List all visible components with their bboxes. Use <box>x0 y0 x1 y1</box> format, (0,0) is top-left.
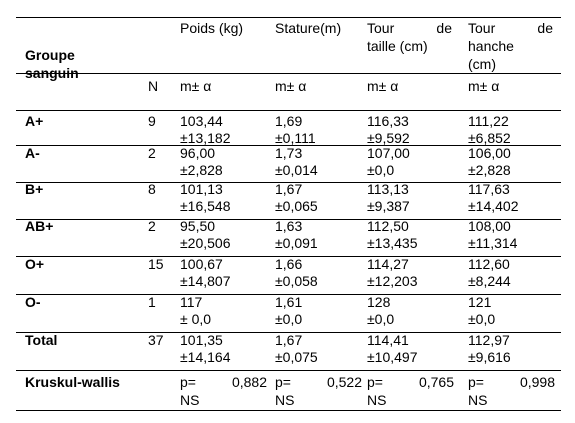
table-rule <box>16 410 561 411</box>
row-sd: ±2,828 <box>468 162 511 178</box>
row-group-label: B+ <box>25 181 44 197</box>
kruskal-ns: NS <box>275 392 295 408</box>
row-mean: 1,73 <box>275 145 303 161</box>
header-col-line2: hanche <box>468 38 514 54</box>
row-mean: 1,67 <box>275 181 303 197</box>
row-sd: ±0,0 <box>468 311 496 327</box>
kruskal-p-label: p= <box>367 374 383 390</box>
row-group-label: AB+ <box>25 218 54 234</box>
row-n: 8 <box>148 181 156 197</box>
row-mean: 1,69 <box>275 113 303 129</box>
row-n: 2 <box>148 218 156 234</box>
row-mean: 116,33 <box>367 113 409 129</box>
row-sd: ±10,497 <box>367 349 418 365</box>
row-mean: 111,22 <box>468 113 509 129</box>
kruskal-ns: NS <box>180 392 200 408</box>
row-n: 9 <box>148 113 156 129</box>
row-mean: 121 <box>468 294 492 310</box>
row-sd: ±14,807 <box>180 273 231 289</box>
kruskal-p-number: 0,998 <box>519 374 555 390</box>
row-sd: ±16,548 <box>180 198 231 214</box>
row-mean: 128 <box>367 294 391 310</box>
row-sd: ±6,852 <box>468 130 511 146</box>
row-n: 37 <box>148 332 164 348</box>
row-sd: ±12,203 <box>367 273 418 289</box>
table-rule <box>16 17 561 18</box>
row-group-label: O- <box>25 294 41 310</box>
kruskal-label: Kruskul-wallis <box>25 374 120 390</box>
row-mean: 117 <box>180 294 203 310</box>
row-mean: 107,00 <box>367 145 410 161</box>
row-mean: 101,13 <box>180 181 223 197</box>
row-n: 15 <box>148 256 164 272</box>
kruskal-p-label: p= <box>468 374 484 390</box>
row-sd: ±20,506 <box>180 235 231 251</box>
row-sd: ±0,0 <box>367 311 395 327</box>
kruskal-p-value <box>468 374 555 390</box>
header-group-label-line1: Groupe <box>25 47 75 63</box>
header-col-line2: taille (cm) <box>367 38 428 54</box>
row-mean: 106,00 <box>468 145 511 161</box>
header-col-text: Tour <box>468 20 496 36</box>
row-sd: ±14,402 <box>468 198 519 214</box>
header-col-unit: m± α <box>275 78 307 94</box>
row-mean: 114,27 <box>367 256 409 272</box>
table-rule <box>16 370 561 371</box>
row-mean: 101,35 <box>180 332 223 348</box>
row-mean: 100,67 <box>180 256 223 272</box>
header-col-line1 <box>468 20 553 36</box>
row-sd: ±13,182 <box>180 130 231 146</box>
row-mean: 95,50 <box>180 218 216 234</box>
row-mean: 108,00 <box>468 218 511 234</box>
row-mean: 112,60 <box>468 256 510 272</box>
row-group-label: O+ <box>25 256 45 272</box>
row-mean: 1,66 <box>275 256 303 272</box>
header-n: N <box>148 78 159 94</box>
row-mean: 112,97 <box>468 332 510 348</box>
row-mean: 114,41 <box>367 332 409 348</box>
row-sd: ±0,091 <box>275 235 318 251</box>
header-col-unit: m± α <box>468 78 500 94</box>
row-sd: ±0,075 <box>275 349 318 365</box>
row-sd: ±0,065 <box>275 198 318 214</box>
row-n: 2 <box>148 145 156 161</box>
row-mean: 96,00 <box>180 145 216 161</box>
row-sd: ±9,387 <box>367 198 410 214</box>
header-group-label-line2: sanguin <box>25 65 79 81</box>
kruskal-ns: NS <box>367 392 387 408</box>
row-sd: ±11,314 <box>468 235 518 251</box>
row-sd: ±9,592 <box>367 130 410 146</box>
header-col-line3: (cm) <box>468 56 496 72</box>
row-mean: 1,67 <box>275 332 303 348</box>
kruskal-p-value <box>275 374 362 390</box>
header-col-unit: m± α <box>180 78 212 94</box>
row-sd: ± 0,0 <box>180 311 212 327</box>
header-sub-rule <box>140 73 561 74</box>
header-col-unit: m± α <box>367 78 399 94</box>
row-sd: ±8,244 <box>468 273 511 289</box>
row-sd: ±2,828 <box>180 162 223 178</box>
row-sd: ±0,0 <box>275 311 303 327</box>
row-sd: ±0,058 <box>275 273 318 289</box>
row-mean: 1,63 <box>275 218 303 234</box>
table-rule <box>16 110 561 111</box>
kruskal-p-label: p= <box>275 374 291 390</box>
kruskal-ns: NS <box>468 392 488 408</box>
row-mean: 112,50 <box>367 218 409 234</box>
row-sd: ±0,111 <box>275 130 316 146</box>
row-sd: ±0,014 <box>275 162 318 178</box>
row-mean: 103,44 <box>180 113 223 129</box>
kruskal-p-number: 0,882 <box>231 374 267 390</box>
row-sd: ±13,435 <box>367 235 418 251</box>
row-n: 1 <box>148 294 156 310</box>
header-col-line1: Poids (kg) <box>180 20 244 36</box>
row-sd: ±0,0 <box>367 162 395 178</box>
row-sd: ±14,164 <box>180 349 231 365</box>
kruskal-p-value <box>367 374 454 390</box>
row-mean: 117,63 <box>468 181 510 197</box>
kruskal-p-number: 0,522 <box>326 374 362 390</box>
kruskal-p-value <box>180 374 267 390</box>
header-col-line1: Stature(m) <box>275 20 342 36</box>
header-col-line1 <box>367 20 452 36</box>
row-mean: 1,61 <box>275 294 303 310</box>
header-col-text: de <box>436 20 452 36</box>
row-group-label: A- <box>25 145 40 161</box>
row-group-label: A+ <box>25 113 44 129</box>
row-mean: 113,13 <box>367 181 409 197</box>
row-sd: ±9,616 <box>468 349 511 365</box>
kruskal-p-label: p= <box>180 374 196 390</box>
kruskal-p-number: 0,765 <box>418 374 454 390</box>
header-col-text: de <box>537 20 553 36</box>
header-col-text: Tour <box>367 20 395 36</box>
row-group-label: Total <box>25 332 58 348</box>
